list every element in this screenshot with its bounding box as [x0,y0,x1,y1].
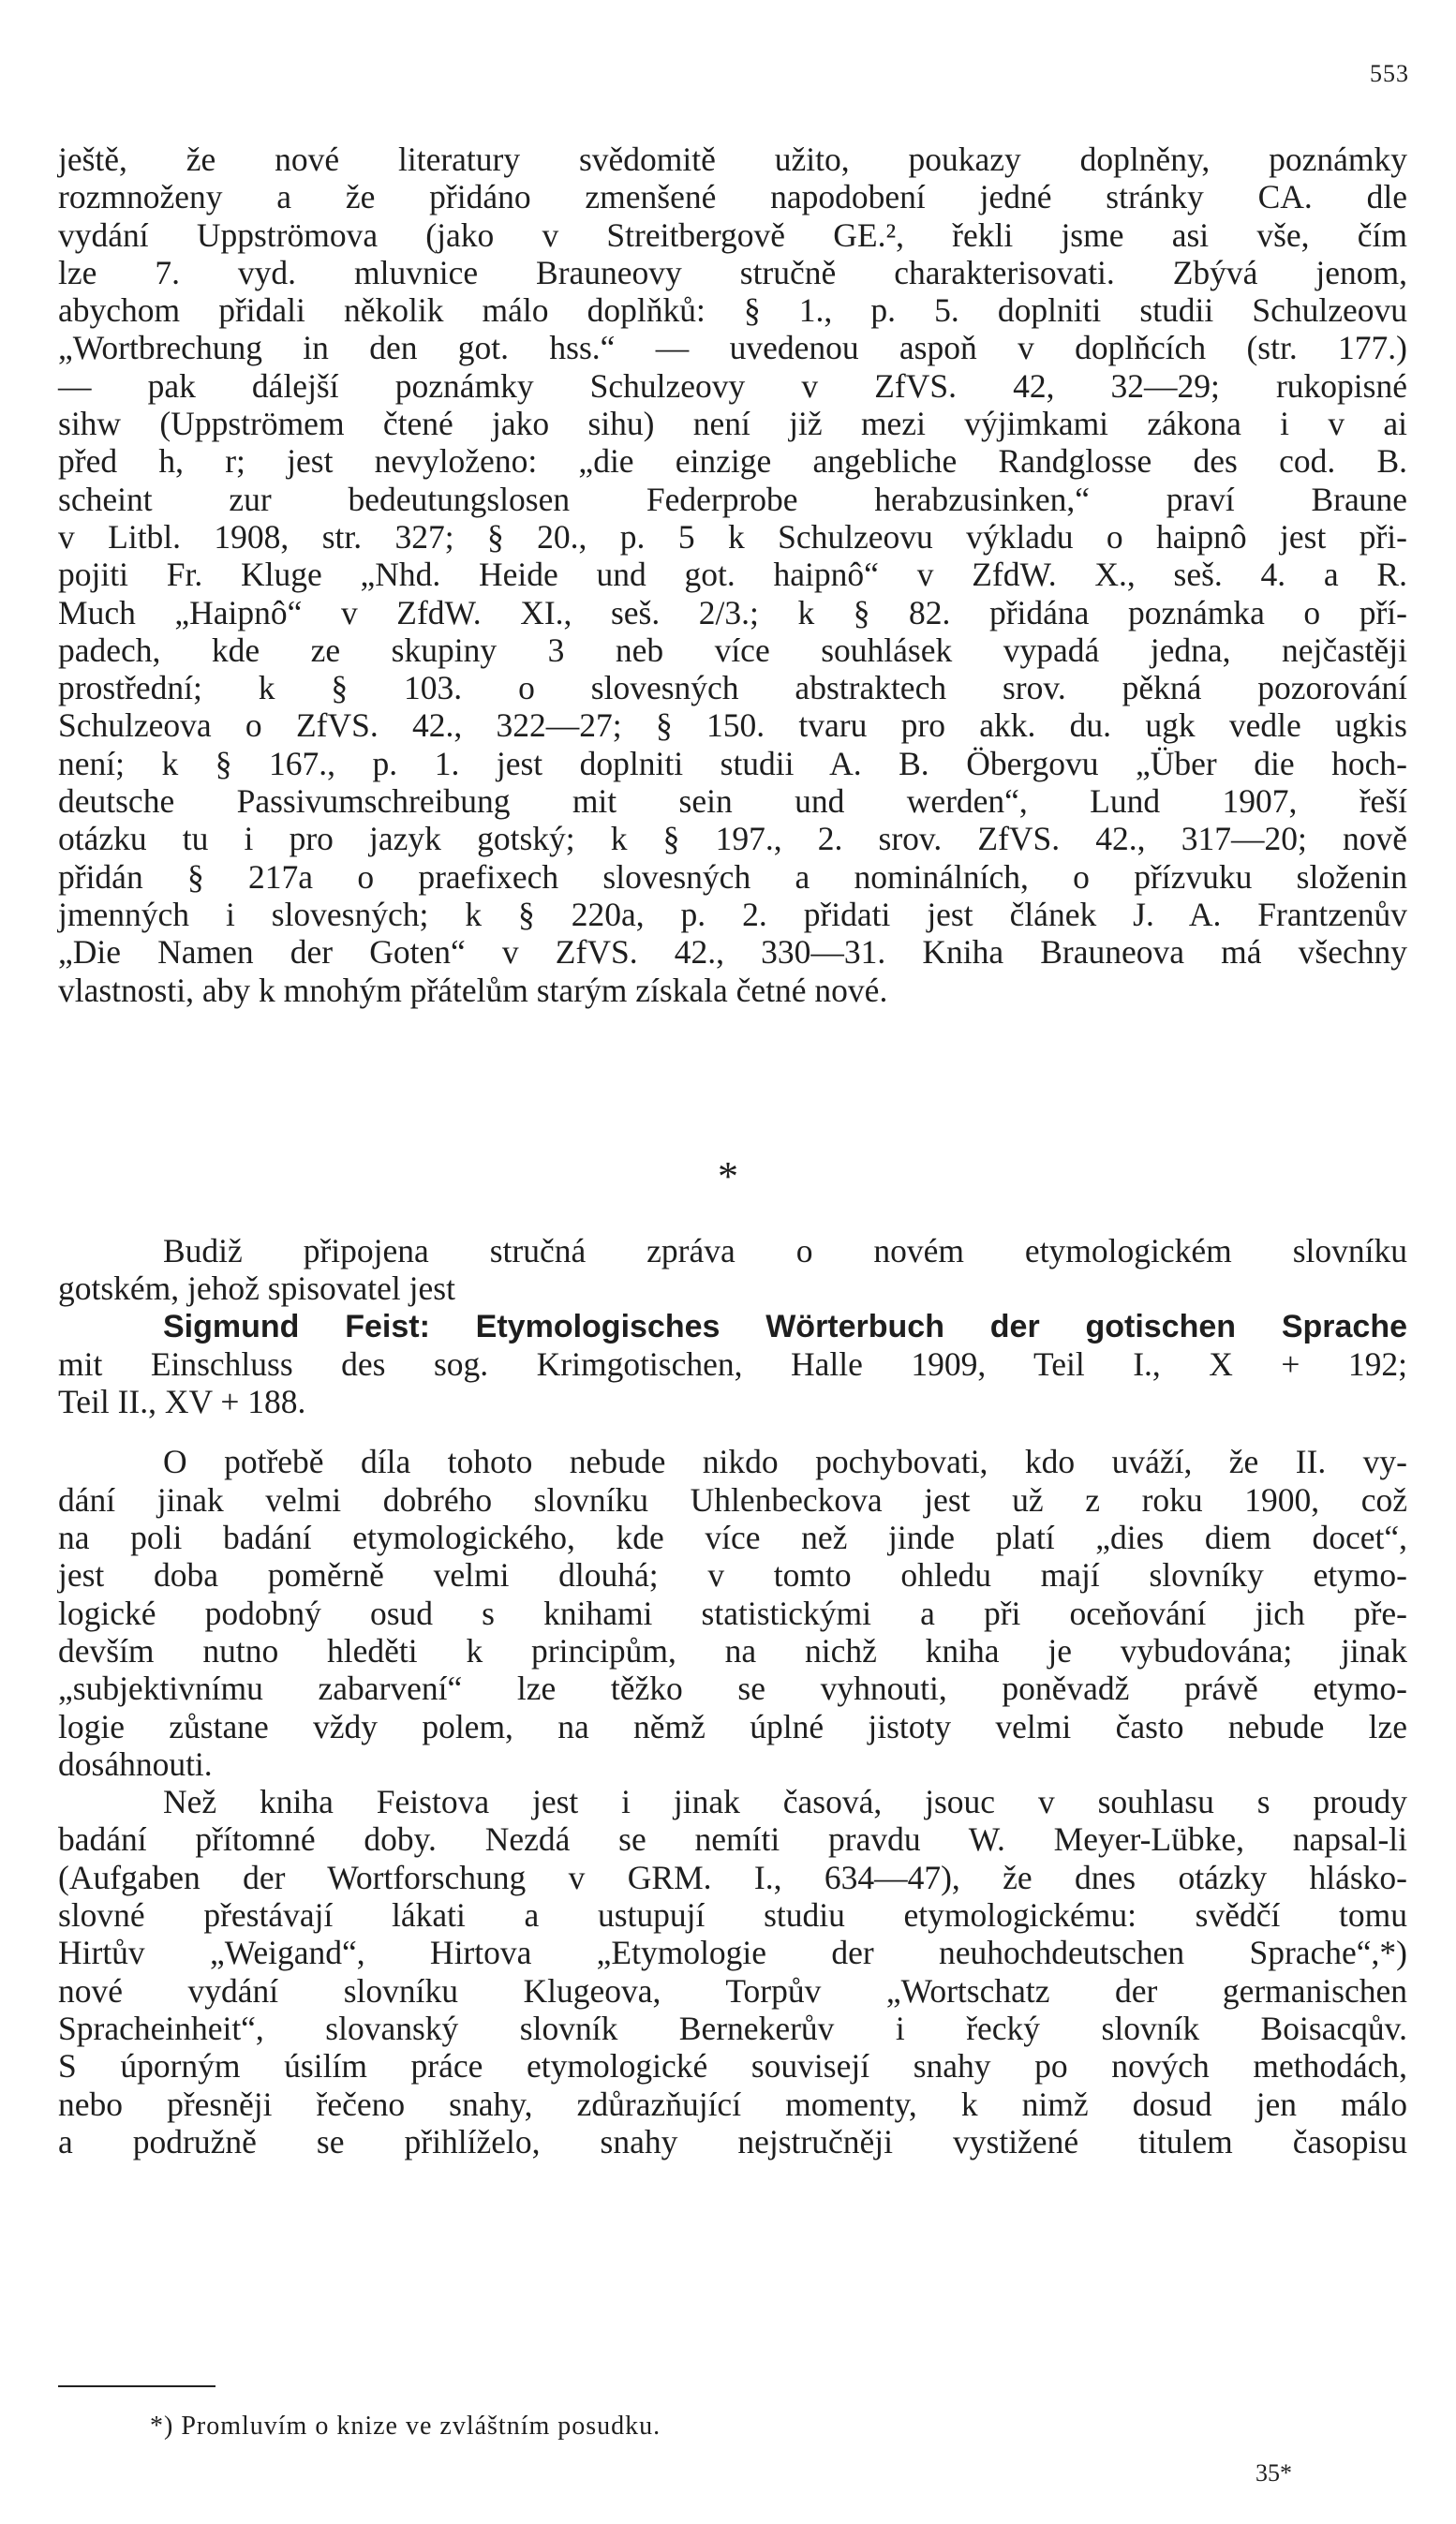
review-section [58,1232,1407,2160]
text-line: ještě, že nové literatury svědomitě užito, poukazy doplněny, poznámky [58,141,1407,178]
text-line: otázku tu i pro jazyk gotský; k § 197., 2. srov. ZfVS. 42., 317—20; nově [58,820,1407,858]
top-paragraph [58,141,1407,1009]
review-line: „subjektivnímu zabarvení“ lze těžko se vyhnouti, poněvadž právě etymo- [58,1670,1407,1708]
text-line: rozmnoženy a že přidáno zmenšené napodobení jedné stránky CA. dle [58,178,1407,216]
signature-mark: 35* [1255,2459,1292,2487]
review-line: jest doba poměrně velmi dlouhá; v tomto ohledu mají slovníky etymo- [58,1556,1407,1595]
text-line: „Die Namen der Goten“ v ZfVS. 42., 330—31. Kniha Brauneova má všechny [58,933,1407,972]
text-line: „Wortbrechung in den got. hss.“ — uvedenou aspoň v doplňcích (str. 177.) [58,329,1407,367]
intro-line: Budiž připojena stručná zpráva o novém etymologickém slovníku [163,1232,1407,1269]
text-line: v Litbl. 1908, str. 327; § 20., p. 5 k Schulzeovu výkladu o haipnô jest při- [58,517,1407,556]
review-line: nové vydání slovníku Klugeova, Torpův „Wortschatz der germanischen [58,1971,1407,2010]
text-line: jmenných i slovesných; k § 220a, p. 2. přidati jest článek J. A. Frantzenův [58,895,1407,933]
review-line: O potřebě díla tohoto nebude nikdo pochybovati, kdo uváží, že II. vy- [163,1443,1407,1481]
review-line: Než kniha Feistova jest i jinak časová, jsouc v souhlasu s proudy [163,1783,1407,1821]
review-line: Spracheinheit“, slovanský slovník Bernekerův i řecký slovník Boisacqův. [58,2009,1407,2047]
text-line: Much „Haipnô“ v ZfdW. XI., seš. 2/3.; k § 82. přidána poznámka o pří- [58,593,1407,631]
book-title: Sigmund Feist: Etymologisches Wörterbuch der gotischen Sprache [163,1308,1407,1344]
text-line: vlastnosti, aby k mnohým přátelům starým získala četné nové. [58,971,888,1009]
text-line: scheint zur bedeutungslosen Federprobe herabzusinken,“ praví Braune [58,480,1407,518]
review-line: a podružně se přihlíželo, snahy nejstručněji vystižené titulem časopisu [58,2122,1407,2160]
text-line: není; k § 167., p. 1. jest doplniti studii A. B. Öbergovu „Über die hoch- [58,744,1407,782]
text-line: pojiti Fr. Kluge „Nhd. Heide und got. haipnô“ v ZfdW. X., seš. 4. a R. [58,556,1407,594]
review-line: S úporným úsilím práce etymologické souvisejí snahy po nových methodách, [58,2047,1407,2086]
text-line: Schulzeova o ZfVS. 42., 322—27; § 150. tvaru pro akk. du. ugk vedle ugkis [58,706,1407,745]
page-number: 553 [1370,60,1409,87]
review-line: dosáhnouti. [58,1745,213,1783]
text-line: — pak dálejší poznámky Schulzeovy v ZfVS. 42, 32—29; rukopisné [58,366,1407,405]
text-line: deutsche Passivumschreibung mit sein und werden“, Lund 1907, řeší [58,782,1407,821]
review-line: logie zůstane vždy polem, na němž úplné jistoty velmi často nebude lze [58,1707,1407,1745]
book-details-line: mit Einschluss des sog. Krimgotischen, Halle 1909, Teil I., X + 192; [58,1344,1407,1383]
text-line: přidán § 217a o praefixech slovesných a nominálních, o přízvuku složenin [58,857,1407,896]
review-line: logické podobný osud s knihami statistickými a při oceňování jich pře- [58,1594,1407,1632]
review-line: dání jinak velmi dobrého slovníku Uhlenbeckova jest už z roku 1900, což [58,1480,1407,1519]
spacer [58,1420,1407,1443]
book-details-line: Teil II., XV + 188. [58,1383,306,1421]
review-line: slovné přestávají lákati a ustupují studiu etymologickému: svědčí tomu [58,1896,1407,1935]
footnote: *) Promluvím o knize ve zvláštním posudku. [150,2412,661,2441]
review-line: Hirtův „Weigand“, Hirtova „Etymologie der neuhochdeutschen Sprache“,*) [58,1934,1407,1972]
text-line: abychom přidali několik málo doplňků: § 1., p. 5. doplniti studii Schulzeovu [58,291,1407,330]
text-line: vydání Uppströmova (jako v Streitbergově GE.², řekli jsme asi vše, čím [58,215,1407,254]
text-line: před h, r; jest nevyloženo: „die einzige angebliche Randglosse des cod. B. [58,442,1407,481]
review-line: nebo přesněji řečeno snahy, zdůrazňující momenty, k nimž dosud jen málo [58,2085,1407,2123]
review-line: badání přítomné doby. Nezdá se nemíti pravdu W. Meyer-Lübke, napsal-li [58,1820,1407,1859]
review-line: (Aufgaben der Wortforschung v GRM. I., 634—47), že dnes otázky hlásko- [58,1858,1407,1896]
text-line: sihw (Uppströmem čtené jako sihu) není již mezi výjimkami zákona i v ai [58,405,1407,443]
text-line: prostřední; k § 103. o slovesných abstraktech srov. pěkná pozorování [58,669,1407,707]
review-line: na poli badání etymologického, kde více než jinde platí „dies diem docet“, [58,1519,1407,1557]
text-line: lze 7. vyd. mluvnice Brauneovy stručně charakterisovati. Zbývá jenom, [58,253,1407,291]
intro-line: gotském, jehož spisovatel jest [58,1269,455,1308]
section-separator: * [718,1153,738,1199]
review-line: devším nutno hleděti k principům, na nichž kniha je vybudována; jinak [58,1631,1407,1670]
text-line: padech, kde ze skupiny 3 neb více souhlásek vypadá jedna, nejčastěji [58,631,1407,669]
footnote-rule [58,2385,215,2387]
